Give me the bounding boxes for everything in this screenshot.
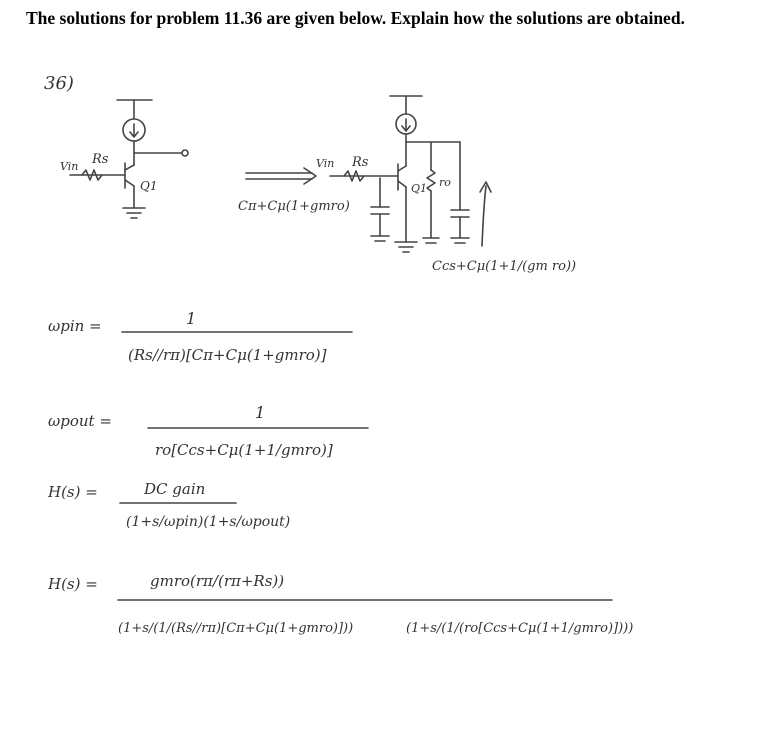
miller-cap-label-left: Cπ+Cμ(1+gmro) — [238, 199, 350, 214]
h2-denominator-a: (1+s/(1/(Rs//rπ)[Cπ+Cμ(1+gmro)])) — [118, 621, 354, 636]
circuit-left-rs: Rs — [92, 152, 109, 167]
h2-lhs: H(s) = — [48, 575, 98, 593]
circuit-left-vin: Vin — [60, 160, 79, 173]
circuit-right — [316, 96, 491, 252]
wpout-lhs: ωpout = — [48, 412, 112, 430]
h1-denominator: (1+s/ωpin)(1+s/ωpout) — [126, 514, 291, 530]
output-cap-label: Ccs+Cμ(1+1/(gm ro)) — [432, 259, 577, 274]
transform-arrow — [246, 168, 316, 184]
h1-lhs: H(s) = — [48, 483, 98, 501]
h2-denominator-b: (1+s/(1/(ro[Ccs+Cμ(1+1/gmro)]))) — [406, 621, 634, 636]
wpout-numerator: 1 — [255, 403, 266, 422]
wpout-denominator: ro[Ccs+Cμ(1+1/gmro)] — [155, 441, 333, 459]
circuit-left-q1: Q1 — [140, 179, 158, 193]
wpin-numerator: 1 — [186, 309, 197, 328]
problem-number: 36) — [44, 73, 74, 94]
circuit-right-vin: Vin — [316, 157, 335, 170]
wpin-denominator: (Rs//rπ)[Cπ+Cμ(1+gmro)] — [128, 346, 327, 364]
circuit-right-rs: Rs — [352, 155, 369, 170]
circuit-left — [60, 100, 188, 218]
h2-numerator: gmro(rπ/(rπ+Rs)) — [150, 572, 285, 590]
question-text: The solutions for problem 11.36 are given below. Explain how the solutions are obtained. — [26, 8, 685, 28]
wpin-lhs: ωpin = — [48, 317, 102, 335]
circuit-right-q1: Q1 — [411, 182, 428, 195]
circuit-right-ro: ro — [439, 176, 451, 189]
h1-numerator: DC gain — [144, 480, 206, 498]
